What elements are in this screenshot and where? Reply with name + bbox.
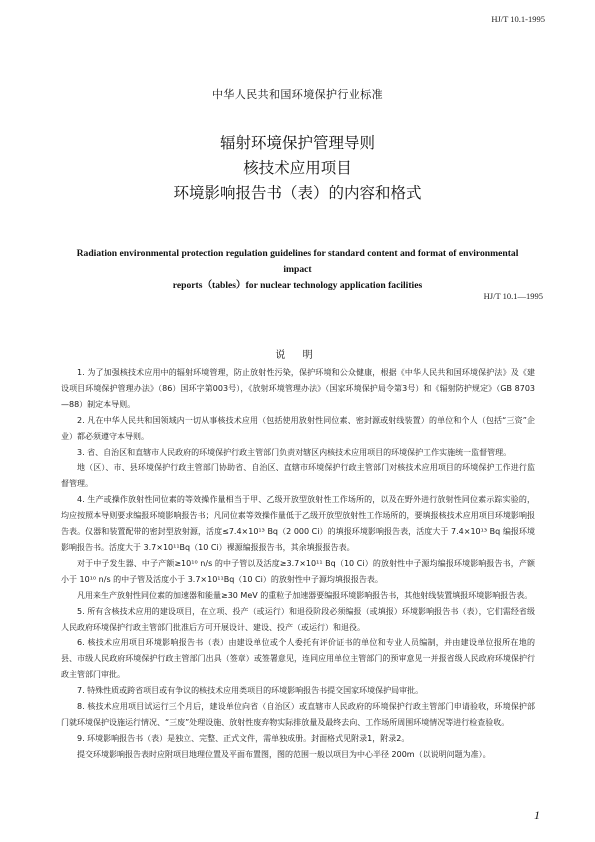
english-title-line-2: reports（tables）for nuclear technology application facilities <box>172 280 423 291</box>
issuer-line: 中华人民共和国环境保护行业标准 <box>212 88 383 101</box>
preface-body <box>61 365 535 763</box>
paragraph-5: 5. 所有含核技术应用的建设项目，在立项、投产（或运行）和退役阶段必须编报（或填报）环境影响报告书（表），它们需经省级人民政府环境保护行政主管部门批准后方可开展设计、建设、投产（或运行）和退役。 <box>61 606 535 632</box>
standard-code-header: HJ/T 10.1-1995 <box>491 14 545 24</box>
paragraph-3-continued: 地（区）、市、县环境保护行政主管部门协助省、自治区、直辖市环境保护行政主管部门对核技术应用项目的环境保护工作进行监督管理。 <box>61 463 535 489</box>
paragraph-6: 6. 核技术应用项目环境影响报告书（表）由建设单位或个人委托有评价证书的单位和专业人员编制，并由建设单位报所在地的县、市级人民政府环境保护行政主管部门出具（签章）或签署意见，连同应用单位主管部门的预审意见一并报省级人民政府环境保护行政主管部门审批。 <box>61 638 535 680</box>
paragraph-8: 8. 核技术应用项目试运行三个月后，建设单位向省（自治区）或直辖市人民政府的环境保护行政主管部门申请验收，环境保护部门就环境保护设施运行情况、“三废”处理设施、放射性废弃物实际排放量及最终去向、工作场所周围环境情况等进行检查验收。 <box>61 702 535 727</box>
paragraph-2: 2. 凡在中华人民共和国领域内一切从事核技术应用（包括使用放射性同位素、密封源或射线装置）的单位和个人（包括“三资”企业）都必须遵守本导则。 <box>61 415 535 441</box>
chinese-title <box>0 131 595 206</box>
paragraph-4: 4. 生产或操作放射性同位素的等效操作量相当于甲、乙级开放型放射性工作场所的，以及在野外进行放射性同位素示踪实验的，均应按照本导则要求编报环境影响报告书；凡同位素等效操作量低于乙级开放型放射性工作场所的，要填报核技术应用项目环境影响报告表。仪器和装置配带的密封型放射源，活度≤7.4×10¹³ Bq（2 000 Ci）的填报环境影响报告表，活度大于 7.4×10¹³ Bq 编报环境影响报告书。活度大于 3.7×10¹¹Bq（10 Ci）裸源编报报告书，其余填报报告表。 <box>61 495 535 552</box>
chinese-title-line-3: 环境影响报告书（表）的内容和格式 <box>173 184 422 202</box>
chinese-title-line-1: 辐射环境保护管理导则 <box>219 134 375 152</box>
paragraph-3: 3. 省、自治区和直辖市人民政府的环境保护行政主管部门负责对辖区内核技术应用项目的环境保护工作实施统一监督管理。 <box>77 447 512 457</box>
paragraph-4-accelerators: 凡用来生产放射性同位素的加速器和能量≥30 MeV 的重粒子加速器要编报环境影响报告书，其他射线装置填报环境影响报告表。 <box>77 590 533 600</box>
paragraph-1: 1. 为了加强核技术应用中的辐射环境管理，防止放射性污染，保护环境和公众健康，根据《中华人民共和国环境保护法》及《建设项目环境保护管理办法》（86）国环字第003号），《放射环境管理办法》（国家环境保护局令第3号）和《辐射防护规定》（GB 8703—88）制定本导则。 <box>61 368 535 409</box>
paragraph-4-neutron-sources: 对于中子发生器、中子产额≥10¹⁰ n/s 的中子管以及活度≥3.7×10¹¹ Bq（10 Ci）的放射性中子源均编报环境影响报告书，产额小于 10¹⁰ n/s 的中子管及活度小于 3.7×10¹¹Bq（10 Ci）的放射性中子源均填报报告表。 <box>61 558 535 584</box>
english-title <box>62 246 533 294</box>
paragraph-9-continued: 提交环境影响报告表时应附项目地理位置及平面布置图，图的范围一般以项目为中心半径 200m（以说明问题为准）。 <box>77 749 491 759</box>
chinese-title-line-2: 核技术应用项目 <box>243 159 352 177</box>
paragraph-7: 7. 特殊性质或跨省项目或有争议的核技术应用类项目的环境影响报告书提交国家环境保护局审批。 <box>77 686 424 696</box>
paragraph-9: 9. 环境影响报告书（表）是独立、完整、正式文件，需单独成册。封面格式见附录1，附录2。 <box>77 733 410 743</box>
english-title-line-1: Radiation environmental protection regulation guidelines for standard content and format of environmental impact <box>76 248 519 275</box>
page-number: 1 <box>534 808 540 822</box>
standard-code: HJ/T 10.1—1995 <box>483 291 543 301</box>
preface-heading: 说 明 <box>275 350 320 361</box>
